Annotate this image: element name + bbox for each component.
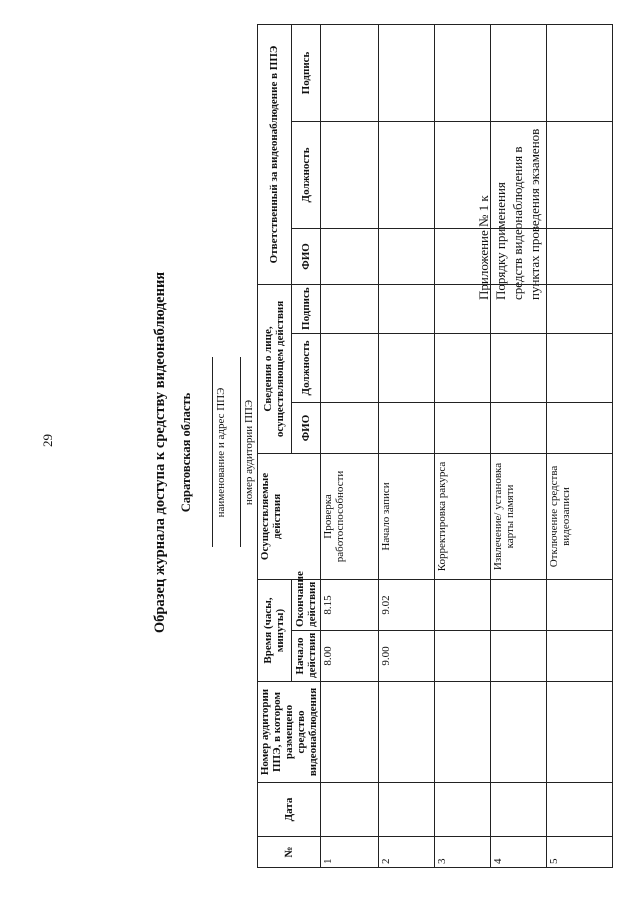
cell-person-sign (379, 284, 435, 333)
document-title: Образец журнала доступа к средству видеонаблюдения (152, 271, 168, 634)
cell-person-position (321, 333, 379, 402)
header-date: Дата (258, 783, 321, 837)
cell-date (491, 783, 547, 837)
header-time-start: Начало действия (291, 631, 320, 682)
cell-auditorium (321, 682, 379, 783)
cell-date (379, 783, 435, 837)
table-row (435, 24, 491, 867)
auditorium-caption: номер аудитории ППЭ (243, 399, 255, 506)
ppe-field (212, 0, 227, 905)
annex-line: средств видеонаблюдения в (510, 146, 525, 300)
cell-date (435, 783, 491, 837)
cell-num: 3 (435, 837, 491, 868)
cell-resp-sign (491, 24, 547, 121)
cell-person-sign (321, 284, 379, 333)
header-num: № (258, 837, 321, 868)
header-actions: Осуществляемые действия (258, 453, 321, 579)
cell-person-fio (547, 402, 613, 453)
cell-person-fio (491, 402, 547, 453)
cell-resp-fio (379, 228, 435, 284)
header-person: Сведения о лице, осуществляющем действия (258, 284, 292, 453)
cell-action: Проверка работоспособности (321, 453, 379, 579)
cell-person-position (491, 333, 547, 402)
cell-start (547, 631, 613, 682)
cell-resp-position (435, 121, 491, 228)
cell-action: Начало записи (379, 453, 435, 579)
cell-resp-sign (379, 24, 435, 121)
cell-resp-fio (491, 228, 547, 284)
header-person-position: Должность (291, 333, 320, 402)
cell-num: 5 (547, 837, 613, 868)
auditorium-field (240, 0, 255, 905)
cell-num: 1 (321, 837, 379, 868)
cell-resp-position (379, 121, 435, 228)
table-row (547, 24, 613, 867)
cell-resp-position (547, 121, 613, 228)
auditorium-line (240, 358, 241, 548)
cell-person-fio (321, 402, 379, 453)
header-responsible: Ответственный за видеонаблюдение в ППЭ (258, 24, 292, 284)
cell-resp-fio (435, 228, 491, 284)
cell-resp-fio (547, 228, 613, 284)
cell-resp-sign (547, 24, 613, 121)
cell-end (547, 579, 613, 630)
cell-start: 8.00 (321, 631, 379, 682)
cell-resp-fio (321, 228, 379, 284)
header-resp-fio: ФИО (291, 228, 320, 284)
header-resp-position: Должность (291, 121, 320, 228)
cell-start (491, 631, 547, 682)
cell-start (435, 631, 491, 682)
cell-person-position (435, 333, 491, 402)
cell-person-sign (547, 284, 613, 333)
cell-person-fio (379, 402, 435, 453)
cell-resp-position (491, 121, 547, 228)
annex-line: Порядку применения (493, 182, 508, 300)
cell-resp-sign (321, 24, 379, 121)
cell-date (321, 783, 379, 837)
cell-person-fio (435, 402, 491, 453)
cell-auditorium (547, 682, 613, 783)
annex-line: Приложение № 1 к (476, 195, 491, 300)
cell-auditorium (435, 682, 491, 783)
region-name: Саратовская область (179, 392, 193, 513)
cell-action: Извлечение/ установка карты памяти (491, 453, 547, 579)
page-number: 29 (40, 434, 55, 447)
cell-start: 9.00 (379, 631, 435, 682)
cell-resp-sign (435, 24, 491, 121)
ppe-caption: наименование и адрес ППЭ (215, 387, 227, 518)
cell-num: 4 (491, 837, 547, 868)
cell-person-sign (491, 284, 547, 333)
cell-auditorium (379, 682, 435, 783)
annex-line: пунктах проведения экзаменов (527, 128, 542, 300)
table-row (379, 24, 435, 867)
table-row (491, 24, 547, 867)
cell-person-sign (435, 284, 491, 333)
cell-end (435, 579, 491, 630)
cell-auditorium (491, 682, 547, 783)
header-time: Время (часы, минуты) (258, 579, 292, 681)
cell-date (547, 783, 613, 837)
cell-action: Корректировка ракурса (435, 453, 491, 579)
cell-num: 2 (379, 837, 435, 868)
cell-end (491, 579, 547, 630)
header-person-fio: ФИО (291, 402, 320, 453)
header-auditorium: Номер аудитории ППЭ, в котором размещено средство видеонаблюдения (258, 682, 321, 783)
table-row (321, 24, 379, 867)
cell-person-position (547, 333, 613, 402)
cell-person-position (379, 333, 435, 402)
header-time-end: Окончание действия (291, 579, 320, 630)
cell-end: 8.15 (321, 579, 379, 630)
cell-action: Отключение средства видеозаписи (547, 453, 613, 579)
header-person-sign: Подпись (291, 284, 320, 333)
header-resp-sign: Подпись (291, 24, 320, 121)
cell-resp-position (321, 121, 379, 228)
access-log-table (257, 24, 613, 868)
ppe-line (212, 358, 213, 548)
cell-end: 9.02 (379, 579, 435, 630)
